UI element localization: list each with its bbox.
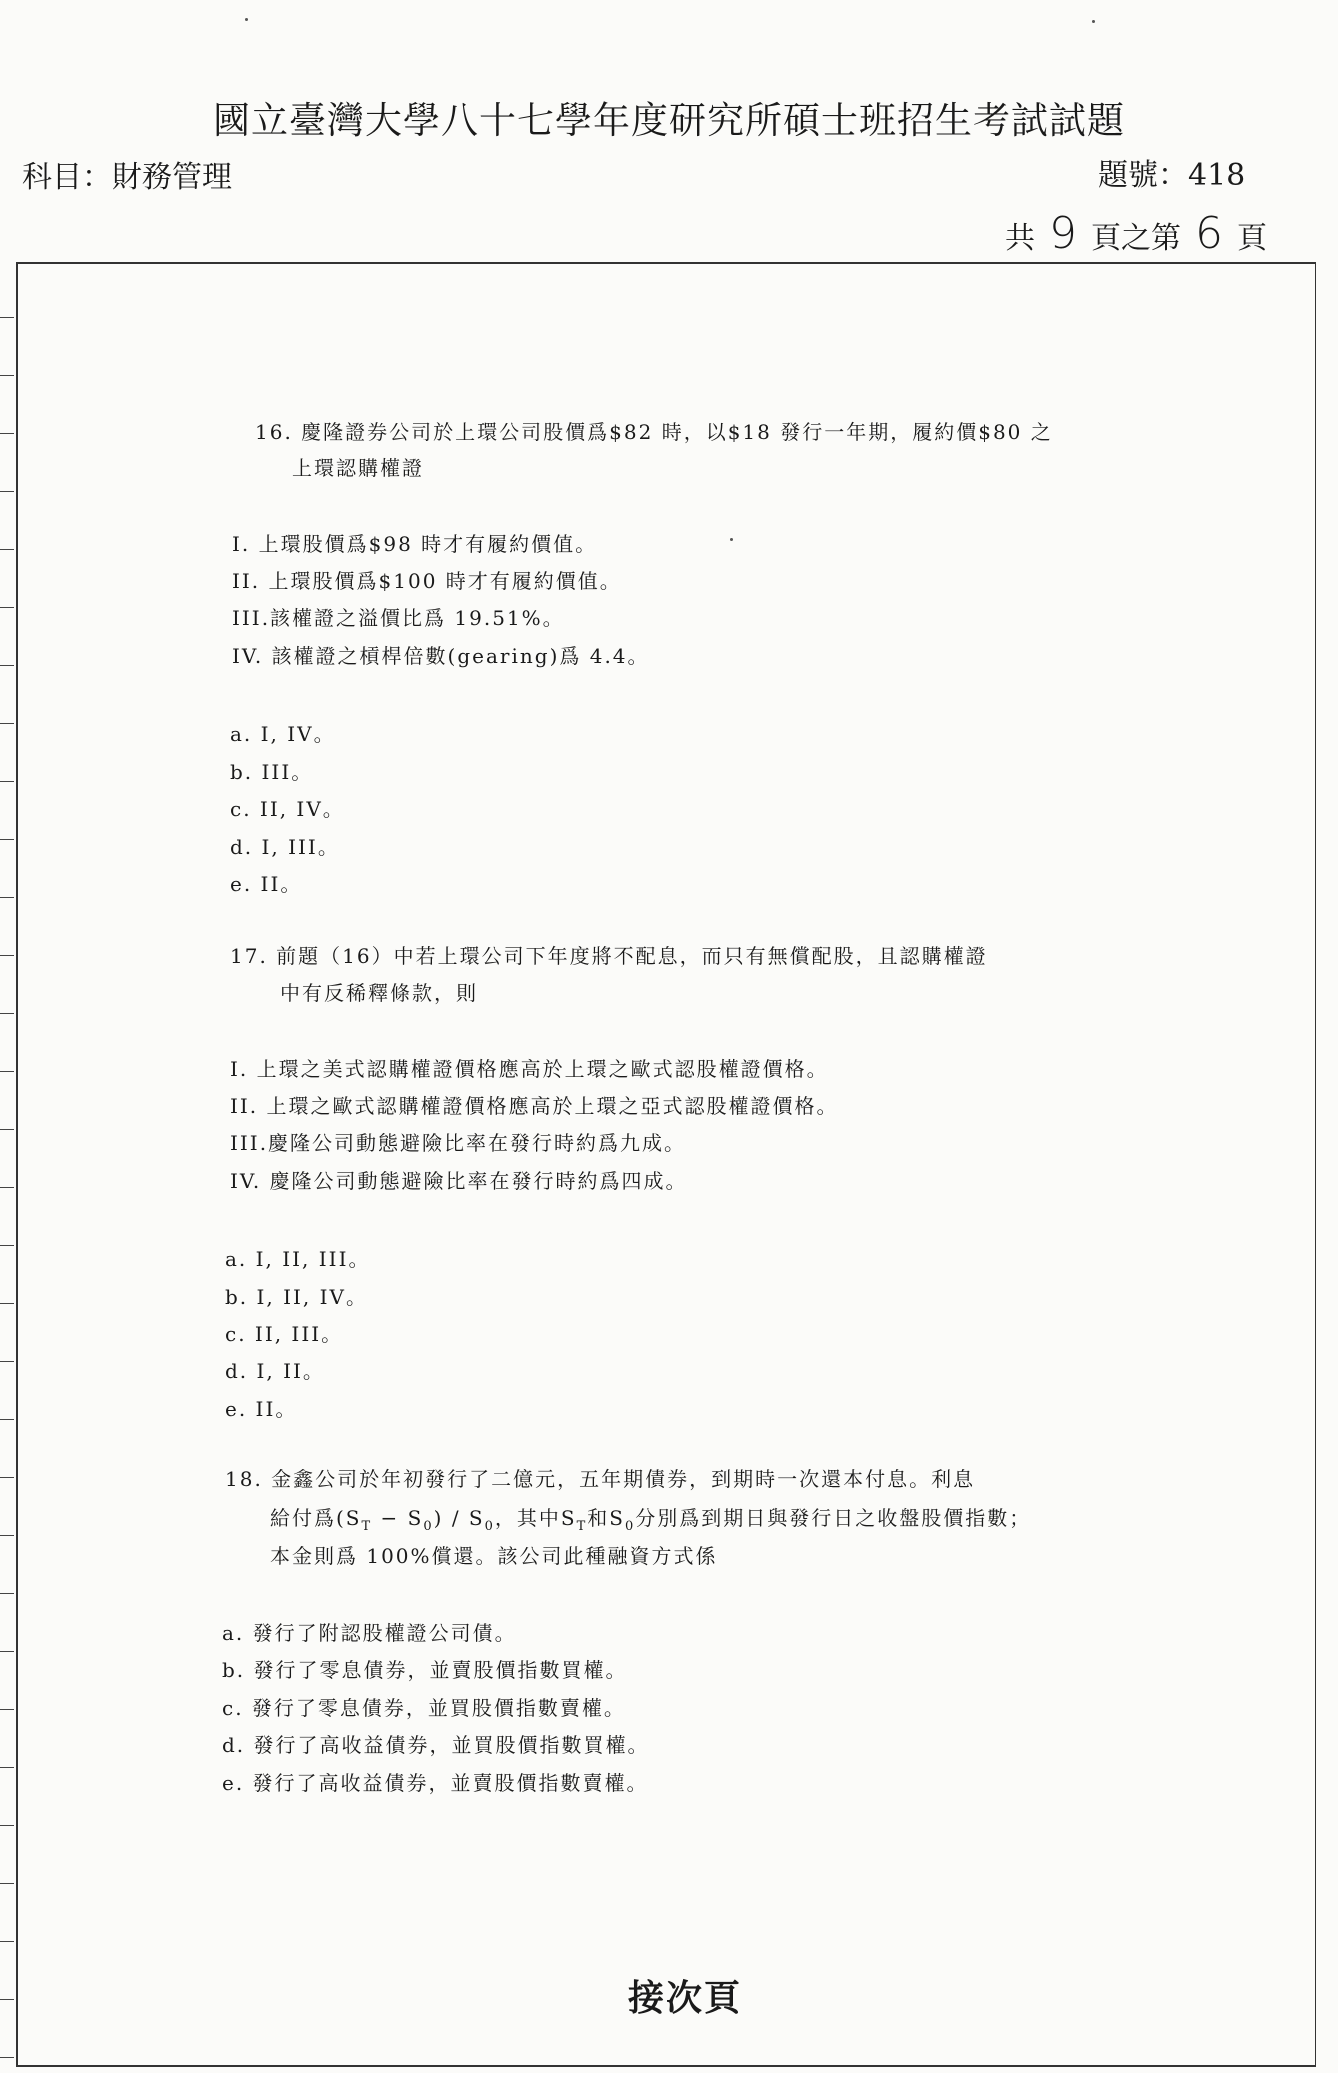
q18-stem-line-2: 給付爲$(S_T - S_0) / S_0$，其中$S_T$和$S_0$分別爲到期日與發行日之收盤股價指數； (270, 1506, 1032, 1534)
q17-statement: III.慶隆公司動態避險比率在發行時約爲九成。 (230, 1131, 687, 1155)
margin-tick (0, 1477, 14, 1478)
margin-tick (0, 1941, 14, 1942)
page-info (1005, 208, 1267, 259)
q18-option: b. 發行了零息債券，並賣股價指數買權。 (222, 1658, 628, 1682)
q18-option: a. 發行了附認股權證公司債。 (222, 1621, 517, 1645)
scan-speck (1092, 20, 1095, 23)
q16-statement: III.該權證之溢價比爲 19.51%。 (232, 606, 565, 630)
page-mid: 頁之第 (1091, 221, 1181, 256)
margin-tick (0, 317, 14, 318)
margin-tick (0, 665, 14, 666)
margin-tick (0, 955, 14, 956)
q17-statement: II. 上環之歐式認購權證價格應高於上環之亞式認股權證價格。 (230, 1094, 839, 1118)
q18-option: c. 發行了零息債券，並買股價指數賣權。 (222, 1696, 626, 1720)
next-page-note: 接次頁 (628, 1977, 743, 2019)
q18-stem-line-3: 本金則爲 100%償還。該公司此種融資方式係 (270, 1544, 718, 1568)
margin-tick (0, 1767, 14, 1768)
margin-tick (0, 433, 14, 434)
margin-tick (0, 1361, 14, 1362)
q16-option: e. II。 (230, 872, 303, 896)
margin-tick (0, 375, 14, 376)
q18-stem-line-1: 18. 金鑫公司於年初發行了二億元，五年期債券，到期時一次還本付息。利息 (225, 1467, 976, 1491)
margin-tick (0, 1709, 14, 1710)
margin-tick (0, 1187, 14, 1188)
q16-option: c. II, IV。 (230, 797, 345, 821)
q17-option: c. II, III。 (225, 1322, 344, 1346)
q17-option: e. II。 (225, 1397, 298, 1421)
margin-tick (0, 1129, 14, 1130)
margin-tick (0, 1013, 14, 1014)
current-page: 6 (1195, 208, 1223, 259)
margin-tick (0, 781, 14, 782)
margin-tick (0, 1245, 14, 1246)
margin-tick (0, 723, 14, 724)
q18-option: d. 發行了高收益債券，並買股價指數買權。 (222, 1733, 650, 1757)
total-pages: 9 (1049, 208, 1077, 259)
scan-speck (730, 538, 733, 541)
q17-option: d. I, II。 (225, 1359, 325, 1383)
q16-stem-line-1: 16. 慶隆證券公司於上環公司股價爲$82 時，以$18 發行一年期，履約價$80 之 (255, 420, 1053, 444)
margin-tick (0, 1593, 14, 1594)
exam-title: 國立臺灣大學八十七學年度研究所碩士班招生考試試題 (213, 99, 1125, 142)
q16-statement: II. 上環股價爲$100 時才有履約價值。 (232, 569, 622, 593)
margin-tick (0, 2057, 14, 2058)
q16-stem-line-2: 上環認購權證 (292, 456, 424, 480)
margin-tick (0, 1303, 14, 1304)
q18-option: e. 發行了高收益債券，並賣股價指數賣權。 (222, 1771, 649, 1795)
margin-tick (0, 1419, 14, 1420)
q16-option: a. I, IV。 (230, 722, 336, 746)
page-prefix: 共 (1005, 221, 1035, 256)
margin-ticks (0, 262, 16, 2067)
question-number: 題號：418 (1098, 158, 1246, 193)
q17-option: a. I, II, III。 (225, 1247, 371, 1271)
q17-statement: IV. 慶隆公司動態避險比率在發行時約爲四成。 (230, 1169, 688, 1193)
margin-tick (0, 1999, 14, 2000)
subject-label: 科目：財務管理 (22, 160, 232, 195)
q16-statement: I. 上環股價爲$98 時才有履約價值。 (232, 532, 598, 556)
q16-option: b. III。 (230, 760, 314, 784)
margin-tick (0, 1535, 14, 1536)
q16-option: d. I, III。 (230, 835, 340, 859)
margin-tick (0, 607, 14, 608)
margin-tick (0, 1651, 14, 1652)
margin-tick (0, 1825, 14, 1826)
margin-tick (0, 897, 14, 898)
margin-tick (0, 549, 14, 550)
margin-tick (0, 839, 14, 840)
scan-speck (245, 18, 248, 21)
page-suffix: 頁 (1237, 221, 1267, 256)
q17-option: b. I, II, IV。 (225, 1285, 368, 1309)
q16-statement: IV. 該權證之槓桿倍數(gearing)爲 4.4。 (232, 644, 650, 668)
margin-tick (0, 491, 14, 492)
margin-tick (0, 1071, 14, 1072)
q17-stem-line-1: 17. 前題（16）中若上環公司下年度將不配息，而只有無償配股，且認購權證 (230, 944, 988, 968)
margin-tick (0, 1883, 14, 1884)
q17-statement: I. 上環之美式認購權證價格應高於上環之歐式認股權證價格。 (230, 1057, 829, 1081)
q17-stem-line-2: 中有反稀釋條款，則 (280, 981, 478, 1005)
